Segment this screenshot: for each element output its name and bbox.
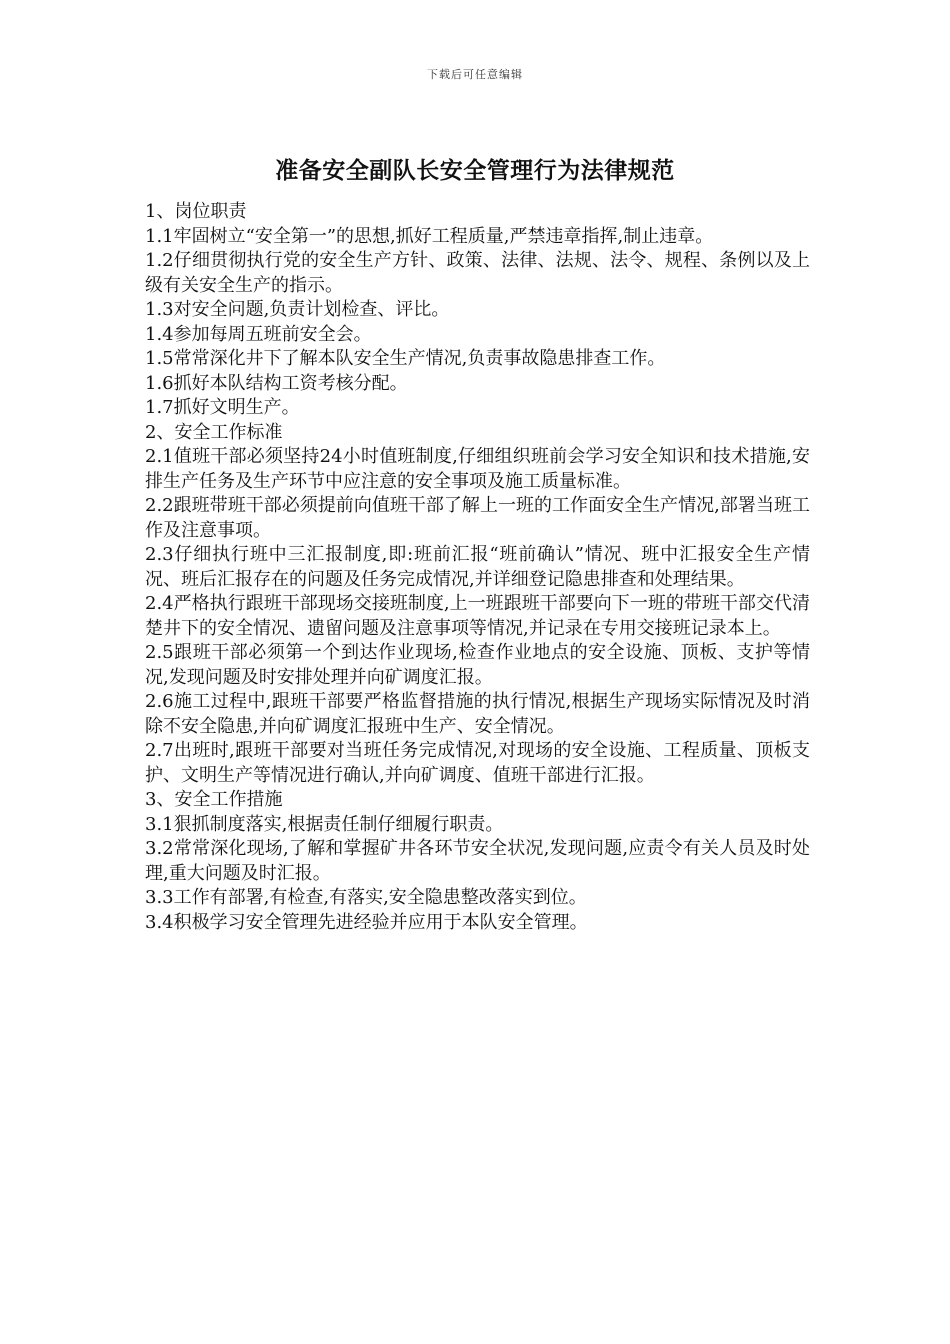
paragraph-2-6: 2.6施工过程中,跟班干部要严格监督措施的执行情况,根据生产现场实际情况及时消除不安全隐患,并向矿调度汇报班中生产、安全情况。 (145, 691, 810, 737)
paragraph-2-4: 2.4严格执行跟班干部现场交接班制度,上一班跟班干部要向下一班的带班干部交代清楚井下的安全情况、遗留问题及注意事项等情况,并记录在专用交接班记录本上。 (145, 593, 810, 639)
paragraph-2-1: 2.1值班干部必须坚持24小时值班制度,仔细组织班前会学习安全知识和技术措施,安排生产任务及生产环节中应注意的安全事项及施工质量标准。 (145, 446, 810, 492)
paragraph-3-2: 3.2常常深化现场,了解和掌握矿井各环节安全状况,发现问题,应责令有关人员及时处理,重大问题及时汇报。 (145, 838, 810, 884)
section-heading-3: 3、安全工作措施 (145, 789, 283, 810)
page-header-note: 下载后可任意编辑 (427, 68, 523, 81)
paragraph-3-4: 3.4积极学习安全管理先进经验并应用于本队安全管理。 (145, 911, 588, 933)
paragraph-3-3: 3.3工作有部署,有检查,有落实,安全隐患整改落实到位。 (145, 887, 587, 908)
paragraph-1-7: 1.7抓好文明生产。 (145, 397, 300, 418)
paragraph-1-3: 1.3对安全问题,负责计划检查、评比。 (145, 299, 450, 320)
paragraph-2-2: 2.2跟班带班干部必须提前向值班干部了解上一班的工作面安全生产情况,部署当班工作及注意事项。 (145, 495, 810, 541)
document-body (145, 200, 810, 935)
paragraph-1-5: 1.5常常深化井下了解本队安全生产情况,负责事故隐患排查工作。 (145, 348, 666, 369)
paragraph-1-2: 1.2仔细贯彻执行党的安全生产方针、政策、法律、法规、法令、规程、条例以及上级有关安全生产的指示。 (145, 250, 810, 296)
paragraph-1-1: 1.1牢固树立“安全第一”的思想,抓好工程质量,严禁违章指挥,制止违章。 (145, 225, 714, 247)
paragraph-2-7: 2.7出班时,跟班干部要对当班任务完成情况,对现场的安全设施、工程质量、顶板支护、文明生产等情况进行确认,并向矿调度、值班干部进行汇报。 (145, 740, 810, 786)
paragraph-2-3: 2.3仔细执行班中三汇报制度,即:班前汇报“班前确认”情况、班中汇报安全生产情况、班后汇报存在的问题及任务完成情况,并详细登记隐患排查和处理结果。 (145, 544, 810, 590)
paragraph-2-5: 2.5跟班干部必须第一个到达作业现场,检查作业地点的安全设施、顶板、支护等情况,发现问题及时安排处理并向矿调度汇报。 (145, 642, 810, 688)
paragraph-1-6: 1.6抓好本队结构工资考核分配。 (145, 372, 408, 394)
paragraph-1-4: 1.4参加每周五班前安全会。 (145, 323, 372, 345)
section-heading-2: 2、安全工作标准 (145, 421, 283, 443)
paragraph-3-1: 3.1狠抓制度落实,根据责任制仔细履行职责。 (145, 813, 504, 835)
section-heading-1: 1、岗位职责 (145, 201, 247, 222)
document-title: 准备安全副队长安全管理行为法律规范 (275, 157, 675, 184)
